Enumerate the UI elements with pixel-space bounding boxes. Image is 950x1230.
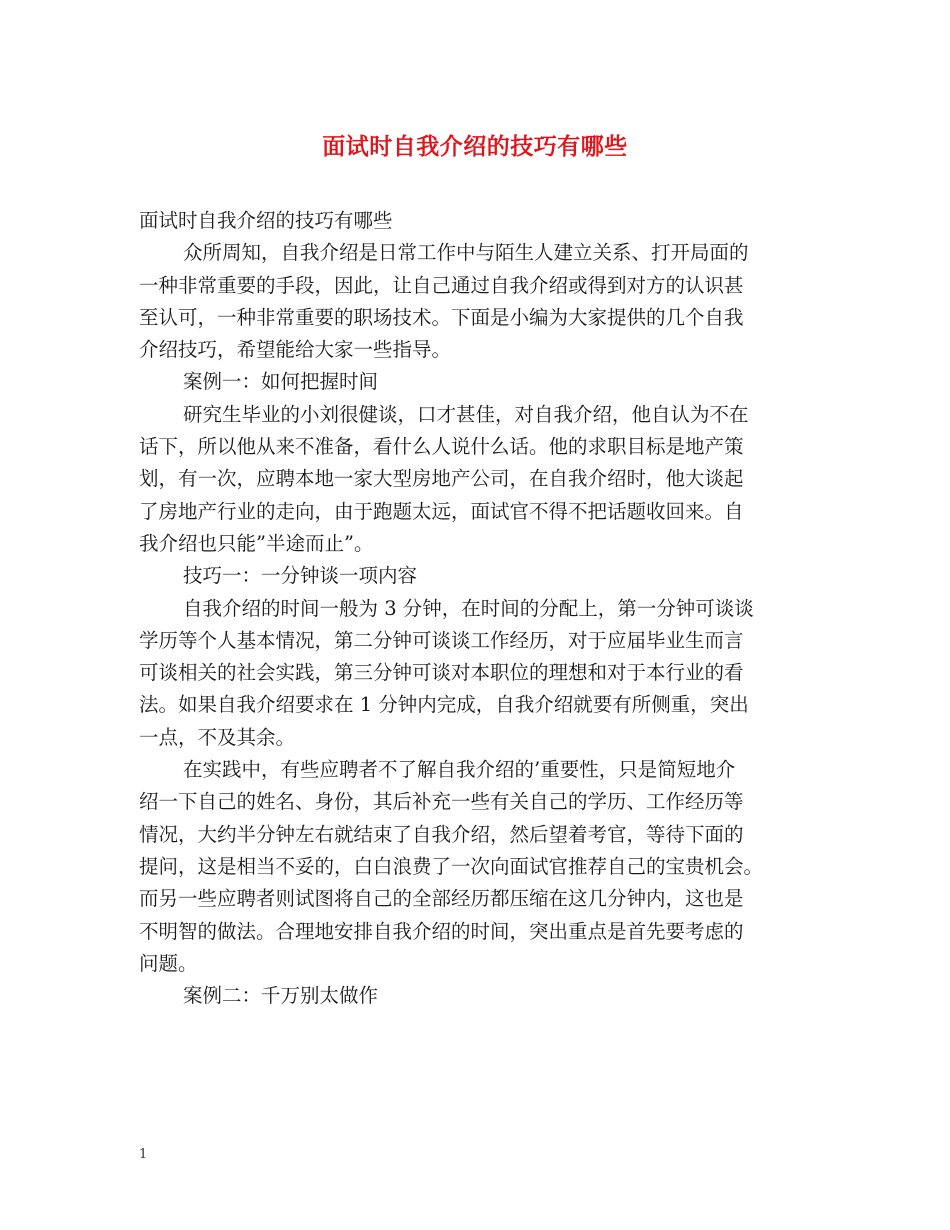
text-line: 案例二：千万别太做作 xyxy=(183,984,379,1008)
text-line: 而另一些应聘者则试图将自己的全部经历都压缩在这几分钟内，这也是 xyxy=(139,887,744,911)
text-line: 一种非常重要的手段，因此，让自己通过自我介绍或得到对方的认识甚 xyxy=(139,273,744,297)
text-line: 不明智的做法。合理地安排自我介绍的时间，突出重点是首先要考虑的 xyxy=(139,919,744,943)
text-line: 自我介绍的时间一般为 3 分钟，在时间的分配上，第一分钟可谈谈 xyxy=(183,596,754,620)
page-number: 1 xyxy=(139,1147,148,1162)
text-line: 划，有一次，应聘本地一家大型房地产公司，在自我介绍时，他大谈起 xyxy=(139,467,744,491)
text-line: 一点，不及其余。 xyxy=(139,725,296,749)
text-line: 技巧一：一分钟谈一项内容 xyxy=(183,564,418,588)
text-line: 至认可，一种非常重要的职场技术。下面是小编为大家提供的几个自我 xyxy=(139,305,744,329)
text-line: 情况，大约半分钟左右就结束了自我介绍，然后望着考官，等待下面的 xyxy=(139,822,744,846)
text-line: 法。如果自我介绍要求在 1 分钟内完成，自我介绍就要有所侧重，突出 xyxy=(139,693,749,717)
text-line: 可谈相关的社会实践，第三分钟可谈对本职位的理想和对于本行业的看 xyxy=(139,661,744,685)
text-line: 绍一下自己的姓名、身份，其后补充一些有关自己的学历、工作经历等 xyxy=(139,790,744,814)
text-line: 学历等个人基本情况，第二分钟可谈谈工作经历，对于应届毕业生而言 xyxy=(139,628,744,652)
text-line: 提问，这是相当不妥的，白白浪费了一次向面试官推荐自己的宝贵机会。 xyxy=(139,854,764,878)
text-line: 众所周知，自我介绍是日常工作中与陌生人建立关系、打开局面的 xyxy=(183,241,749,265)
text-line: 我介绍也只能”半途而止”。 xyxy=(139,531,374,555)
document-title: 面试时自我介绍的技巧有哪些 xyxy=(322,133,628,160)
text-line: 介绍技巧，希望能给大家一些指导。 xyxy=(139,338,452,362)
text-line: 在实践中，有些应聘者不了解自我介绍的’重要性，只是简短地介 xyxy=(183,758,736,782)
text-line: 案例一：如何把握时间 xyxy=(183,370,379,394)
text-line: 问题。 xyxy=(139,951,198,975)
text-line: 研究生毕业的小刘很健谈，口才甚佳，对自我介绍，他自认为不在 xyxy=(183,402,749,426)
text-line: 话下，所以他从来不准备，看什么人说什么话。他的求职目标是地产策 xyxy=(139,435,744,459)
text-line: 面试时自我介绍的技巧有哪些 xyxy=(139,209,393,232)
document-body xyxy=(139,205,815,1012)
text-line: 了房地产行业的走向，由于跑题太远，面试官不得不把话题收回来。自 xyxy=(139,499,744,523)
